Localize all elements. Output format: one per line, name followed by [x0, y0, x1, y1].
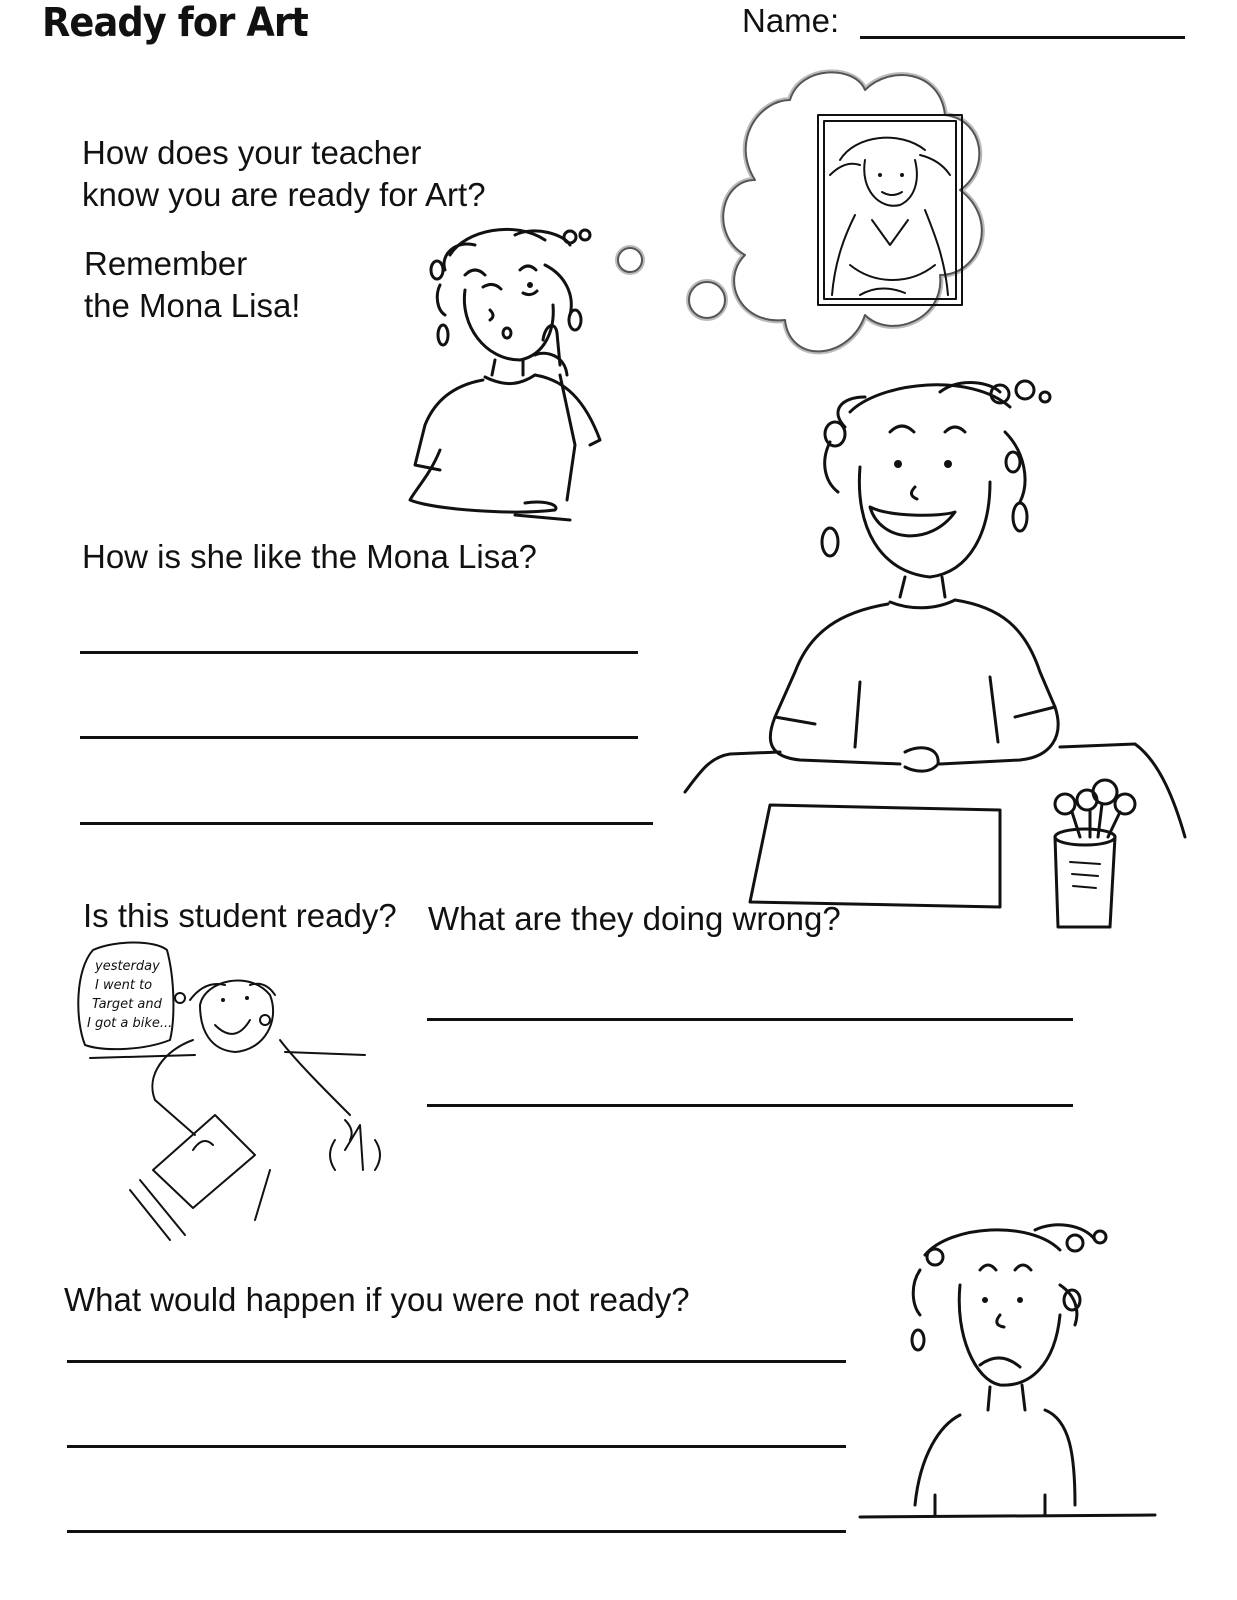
speech-line4: I got a bike...	[87, 1016, 173, 1031]
name-answer-line[interactable]	[860, 36, 1185, 39]
ready-girl-at-desk-illustration	[680, 372, 1190, 932]
speech-line2: I went to	[95, 978, 153, 993]
answer-line[interactable]	[80, 822, 653, 825]
name-label: Name:	[742, 2, 840, 39]
answer-line[interactable]	[80, 651, 638, 654]
thinking-girl-illustration	[395, 215, 615, 525]
question-student-ready: Is this student ready?	[83, 897, 397, 934]
answer-line[interactable]	[427, 1104, 1073, 1107]
worksheet-title: Ready for Art	[42, 0, 308, 46]
answer-line[interactable]	[67, 1360, 846, 1363]
answer-line[interactable]	[80, 736, 638, 739]
question-ready-line1: How does your teacher	[82, 134, 422, 171]
thought-bubble-illustration	[610, 60, 1050, 380]
sad-girl-illustration	[860, 1215, 1160, 1525]
question-doing-wrong: What are they doing wrong?	[428, 900, 841, 937]
hint-line1: Remember	[84, 245, 248, 282]
question-mona-lisa: How is she like the Mona Lisa?	[82, 538, 537, 575]
answer-line[interactable]	[427, 1018, 1073, 1021]
speech-line3: Target and	[92, 997, 162, 1012]
answer-line[interactable]	[67, 1445, 846, 1448]
question-not-ready: What would happen if you were not ready?	[64, 1281, 690, 1318]
speech-line1: yesterday	[95, 959, 160, 974]
question-ready-line2: know you are ready for Art?	[82, 176, 486, 213]
answer-line[interactable]	[67, 1530, 846, 1533]
hint-line2: the Mona Lisa!	[84, 287, 301, 324]
